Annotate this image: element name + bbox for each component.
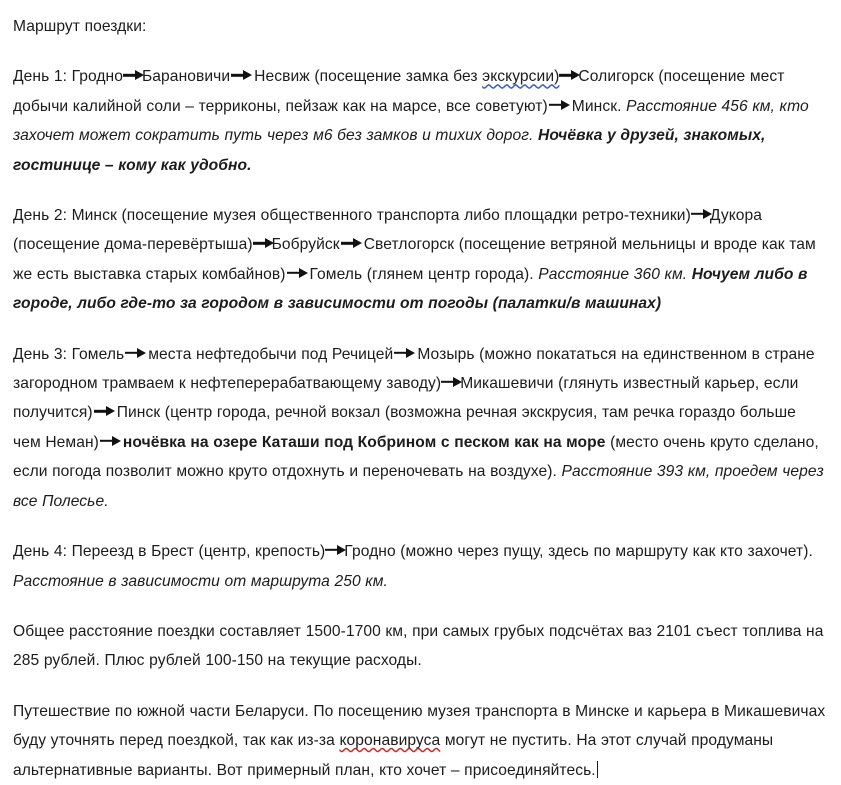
closing-text-end: могут не пустить. На этот случай продуманы альтернативные варианты. Вот примерный план, кто хочет – присоединяйтесь. [13,732,774,779]
day2-waypoint-bobruysk: Бобруйск [271,236,340,254]
day3-waypoint-pinsk: Пинск (центр города, речной вокзал (возможна речная экскрусия, там речка гораздо больше чем Неман) [13,404,796,451]
right-arrow-icon [394,346,416,360]
closing-text-start: Путешествие по южной части Беларуси. По посещению музея транспорта в Минске и карьера в Микашевичах буду уточнять перед поездкой, так как из-за [13,702,826,750]
day3-waypoint-mikashevichi: Микашевичи (глянуть известный карьер, если получится) [13,375,799,422]
day4-waypoint-grodno: Гродно (можно через пущу, здесь по маршруту как кто захочет). [344,543,813,561]
right-arrow-icon [231,68,253,82]
paragraph-day-4 [13,537,827,596]
right-arrow-icon [549,98,571,112]
day2-waypoint-dukora: Дукора (посещение дома-перевёртыша) [13,207,763,254]
day3-waypoint-rechitsa: места нефтедобычи под Речицей [148,345,394,363]
day4-distance-note: Расстояние в зависимости от маршрута 250 км. [13,572,388,590]
day1-waypoint-grodno: Гродно [71,68,123,86]
summary-text: Общее расстояние поездки составляет 1500-1700 км, при самых грубых подсчётах ваз 2101 съест топлива на 285 рублей. Плюс рублей 100-150 на текущие расходы. [13,622,824,670]
day3-distance-note: Расстояние 393 км, проедем через все Полесье. [13,463,824,510]
day3-overnight-note: ночёвка на озере Каташи под Кобрином с песком как на море [122,433,606,451]
day2-waypoint-minsk: Минск (посещение музея общественного транспорта либо площадки ретро-техники) [71,207,691,225]
right-arrow-icon [441,375,460,389]
right-arrow-icon [325,543,344,557]
day1-waypoint-baranovichi: Барановичи [142,68,231,86]
title-text: Маршрут поездки: [13,18,147,35]
right-arrow-icon [94,404,116,418]
day2-overnight-note: Ночуем либо в городе, либо где-то за городом в зависимости от погоды (палатки/в машинах) [13,265,808,313]
paragraph-day-3 [13,340,827,516]
day1-label: День 1: [13,68,72,86]
right-arrow-icon [125,346,147,360]
text-caret-icon [597,761,599,778]
right-arrow-icon [287,266,309,280]
day2-distance-note: Расстояние 360 км. [538,265,692,283]
paragraph-day-1 [13,62,827,180]
paragraph-summary [13,617,827,676]
page-title [13,12,827,41]
day1-overnight-note: Ночёвка у друзей, знакомых, гостинице – кому как удобно. [13,127,766,174]
day3-label: День 3: [13,345,72,363]
day2-label: День 2: [13,207,72,225]
right-arrow-icon [559,68,578,82]
day2-waypoint-svetlogorsk: Светлогорск (посещение ветряной мельницы и вроде как там же есть выставка старых комбайнов) [13,236,816,283]
paragraph-closing [13,697,827,785]
right-arrow-icon [123,68,142,82]
day2-waypoint-gomel: Гомель (глянем центр города). [309,265,539,283]
spelling-flagged-word[interactable]: коронавируса [339,732,441,750]
day3-waypoint-mozyr: Мозырь (можно покататься на единственном в стране загородном трамваем к нефтеперерабатвающему заводу) [13,345,815,393]
day3-waypoint-gomel: Гомель [71,345,125,363]
day1-waypoint-nesvizh: Несвиж (посещение замка без [254,68,483,86]
day3-overnight-detail: (место очень круто сделано, если погода позволит можно круто отдохнуть и переночевать на воздухе). [13,433,819,481]
right-arrow-icon [100,434,122,448]
grammar-flagged-word[interactable]: экскурсии) [482,68,560,86]
right-arrow-icon [341,236,363,250]
right-arrow-icon [253,236,272,250]
paragraph-day-2 [13,201,827,319]
day1-waypoint-soligorsk: Солигорск (посещение мест добычи калийной соли – терриконы, пейзаж как на марсе, все советуют) [13,68,785,115]
day1-distance-note: Расстояние 456 км, кто захочет может сократить путь через м6 без замков и тихих дорог. [13,97,809,145]
day4-label: День 4: [13,543,72,561]
day4-waypoint-brest: Переезд в Брест (центр, крепость) [71,543,326,561]
right-arrow-icon [691,207,710,221]
day1-waypoint-minsk: Минск. [571,97,627,115]
